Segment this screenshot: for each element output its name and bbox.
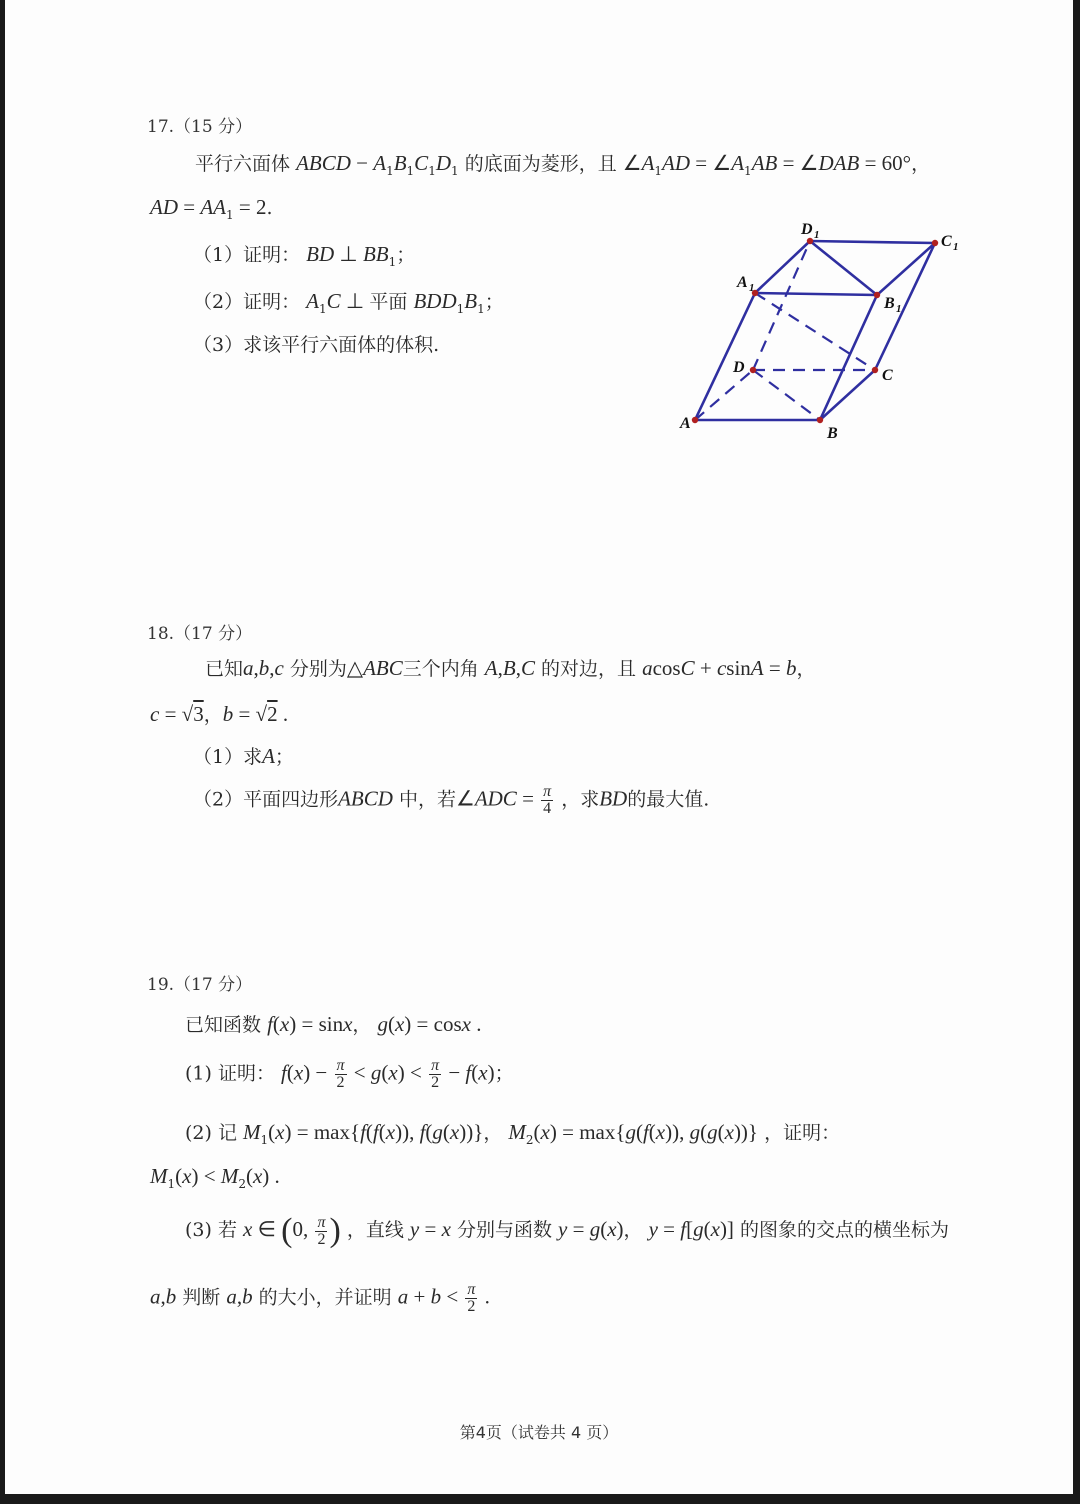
q18-stem-line1: 已知a,b,c 分别为△ABC三个内角 A,B,C 的对边，且 acosC + csinA = b，	[205, 656, 816, 680]
svg-text:1: 1	[896, 303, 902, 315]
q19-part1: (1) 证明： f(x) − $\frac{\pi}{2}$ < g(x) < $\frac{\pi}{2}$ − f(x)；	[185, 1057, 514, 1091]
svg-text:1: 1	[814, 229, 820, 241]
vertex-label-B: B	[827, 425, 838, 442]
svg-text:1: 1	[749, 282, 755, 294]
q18-part2: （2）平面四边形ABCD 中，若∠ADC = $\frac{\pi}{4}$ ，求BD的最大值.	[193, 783, 710, 817]
vertex-label-C: C	[882, 367, 893, 384]
vertex-label-A1: A	[737, 274, 748, 291]
q17-stem-text1: 平行六面体	[195, 153, 291, 175]
q19-part2-cont: $M_1(x) < M_2(x)$ .	[150, 1164, 280, 1191]
q17-part1-label: （1）证明：	[193, 244, 301, 266]
q17-stem-text2: 的底面为菱形，且	[464, 153, 617, 175]
q18-stem-line2: c = √3，b = √2 .	[150, 702, 289, 726]
exam-page	[5, 0, 1073, 1494]
q19-heading: 19.（17 分）	[147, 975, 253, 995]
vertex-label-A: A	[680, 415, 691, 432]
q18-part1: （1）求A；	[193, 744, 294, 768]
vertex-label-C1: C	[941, 233, 952, 250]
vertex-label-D1: D	[801, 221, 813, 238]
page-footer: 第4页（试卷共 4 页）	[459, 1423, 619, 1442]
q17-part3: （3）求该平行六面体的体积.	[193, 334, 440, 356]
q19-part3: (3) 若 x ∈ (0, $\frac{\pi}{2}$ ) ，直线 y = x 分别与函数 y = g(x)， y = f[g(x)] 的图象的交点的横坐标为	[185, 1212, 949, 1249]
q17-part2: （2）证明： $A_1C$ ⊥ 平面 $BDD_1B_1$；	[193, 289, 504, 316]
q19-part2: (2) 记 $M_1(x) = \max\{f(f(x))$, f(g(x))}， $M_2(x) = \max\{g(f(x))$, g(g(x))} ，证明：	[185, 1120, 841, 1147]
q17-heading: 17.（15 分）	[147, 117, 253, 137]
parallelepiped-figure	[665, 210, 985, 450]
q17-stem-line1: 平行六面体 ABCD − $A_1B_1C_1D_1$ 的底面为菱形，且 $\angle A_1AD$ = $\angle A_1AB$ = ∠DAB = 60°，	[195, 151, 931, 178]
q19-part3-cont: a,b 判断 a,b 的大小，并证明 a + b < $\frac{\pi}{2}$ .	[150, 1281, 490, 1315]
svg-text:1: 1	[953, 241, 959, 253]
q17-part2-label: （2）证明：	[193, 291, 301, 313]
vertex-label-D: D	[733, 359, 745, 376]
vertex-label-B1: B	[884, 295, 895, 312]
q17-stem-line2: AD = $AA_1 = 2$.	[150, 195, 273, 222]
q19-stem: 已知函数 f(x) = sinx， g(x) = cosx .	[185, 1012, 482, 1036]
q18-heading: 18.（17 分）	[147, 624, 253, 644]
q17-part1: （1）证明： BD ⊥ $BB_1$；	[193, 242, 416, 269]
